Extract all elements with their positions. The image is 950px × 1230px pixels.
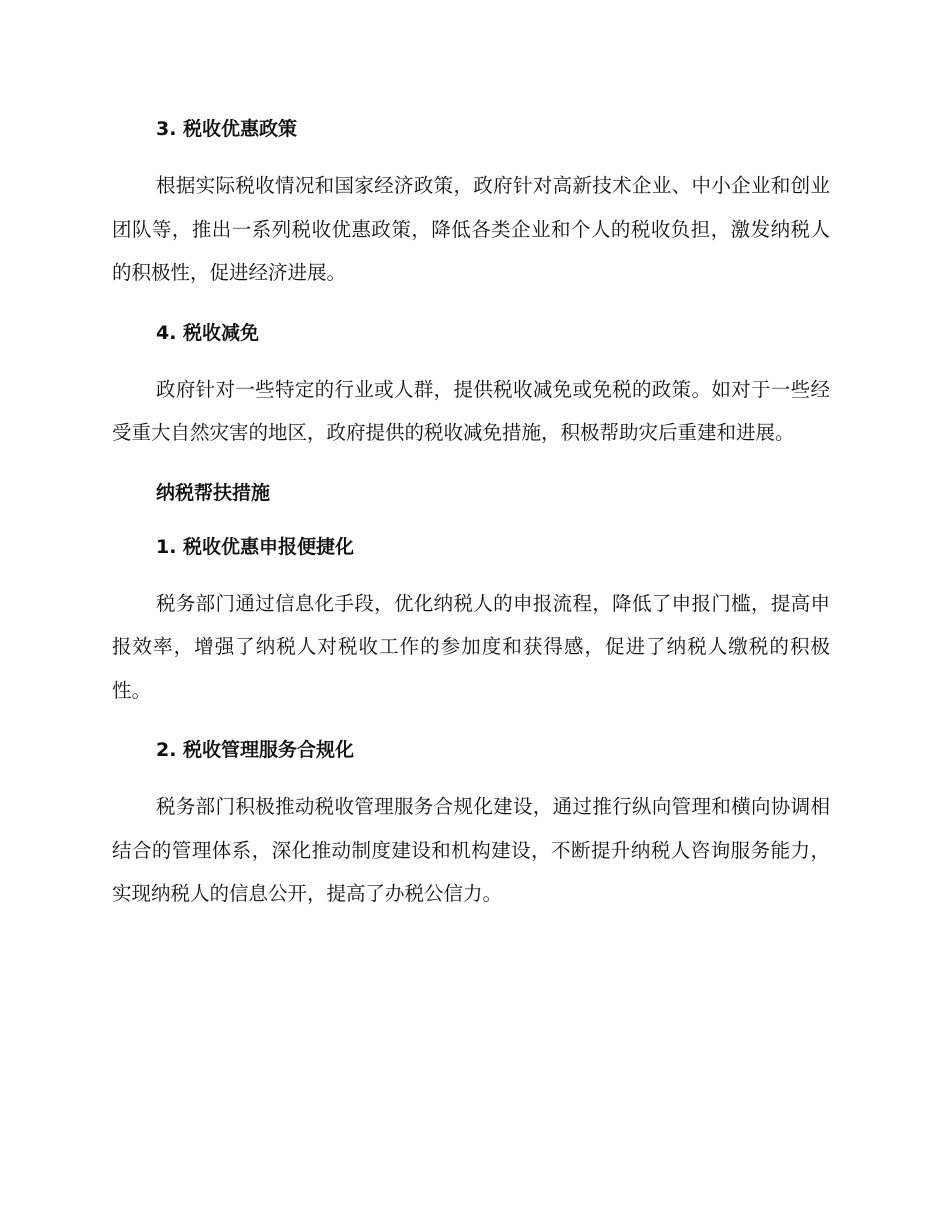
section-paragraph-tax-reduction: 政府针对一些特定的行业或人群，提供税收减免或免税的政策。如对于一些经受重大自然灾害的地区，政府提供的税收减免措施，积极帮助灾后重建和进展。 [112,377,830,444]
section-heading-compliant-management: 2. 税收管理服务合规化 [156,739,355,761]
document-body [112,112,830,916]
section-paragraph-convenient-declaration: 税务部门通过信息化手段，优化纳税人的申报流程，降低了申报门槛，提高申报效率，增强了纳税人对税收工作的参加度和获得感，促进了纳税人缴税的积极性。 [112,591,830,702]
section-heading-tax-reduction: 4. 税收减免 [156,321,260,344]
section-heading-convenient-declaration: 1. 税收优惠申报便捷化 [156,535,355,558]
section-heading-tax-incentive-policy: 3. 税收优惠政策 [156,118,298,140]
section-paragraph-tax-incentive-policy: 根据实际税收情况和国家经济政策，政府针对高新技术企业、中小企业和创业团队等，推出一系列税收优惠政策，降低各类企业和个人的税收负担，激发纳税人的积极性，促进经济进展。 [112,174,830,284]
section-heading-taxpayer-support-measures: 纳税帮扶措施 [156,481,271,504]
section-paragraph-compliant-management: 税务部门积极推动税收管理服务合规化建设，通过推行纵向管理和横向协调相结合的管理体系，深化推动制度建设和机构建设，不断提升纳税人咨询服务能力，实现纳税人的信息公开，提高了办税公信力。 [112,795,830,905]
